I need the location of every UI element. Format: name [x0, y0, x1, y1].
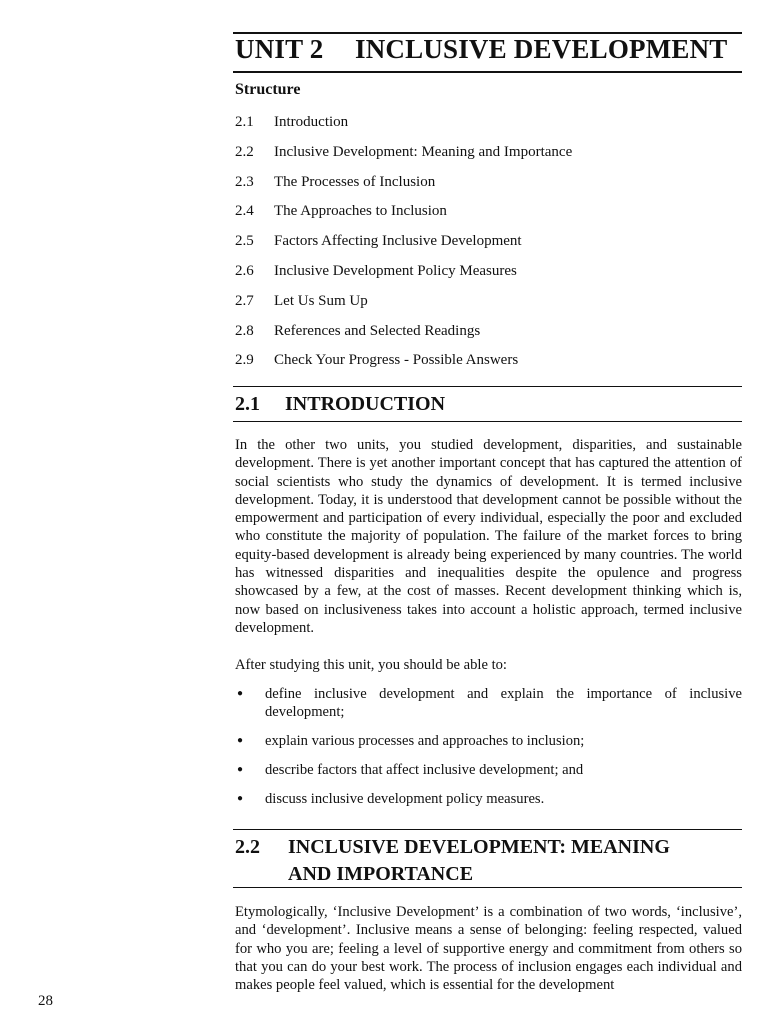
- introduction-paragraph: In the other two units, you studied development, disparities, and sustainable development. There is yet another important concept that has captured the attention of social scientists who study the dynamics of development. It is termed inclusive development. Today, it is understood that development cannot be possible without the empowerment and participation of every individual, especially the poor and excluded who constitute the majority of population. The failure of the market forces to bring equity-based development is already being experienced by many countries. The world has witnessed disparities and inequalities despite the opulence and progress showcased by a few, at the cost of masses. Recent development thinking which is, now based on inclusiveness takes into account a holistic approach, termed inclusive development.: [235, 437, 742, 636]
- structure-item-label: Introduction: [274, 114, 349, 130]
- bullet-icon: ●: [237, 793, 244, 804]
- section-2-heading: [235, 834, 708, 888]
- structure-item-number: 2.5: [235, 233, 254, 250]
- bullet-icon: ●: [237, 764, 244, 775]
- unit-number: UNIT 2: [235, 34, 324, 64]
- unit-bottom-rule: [233, 71, 742, 73]
- objectives-intro: After studying this unit, you should be able to:: [235, 657, 507, 673]
- structure-item: [235, 231, 572, 261]
- section-1-number: 2.1: [235, 393, 260, 415]
- section-1-bottom-rule: [233, 421, 742, 422]
- structure-item-number: 2.7: [235, 292, 254, 309]
- structure-item-number: 2.6: [235, 262, 254, 279]
- structure-item-label: References and Selected Readings: [274, 322, 481, 339]
- structure-item-number: 2.1: [235, 114, 254, 130]
- objective-item: [235, 790, 742, 808]
- meaning-paragraph: Etymologically, ‘Inclusive Development’ is a combination of two words, ‘inclusive’, and ‘development’. Inclusive means a sense of belonging: feeling respected, valued for who you are; feeling a level of supportive energy and commitment from others so that you can do your best work. The process of inclusion engages each individual and makes people feel valued, which is essential for the development: [235, 904, 742, 994]
- structure-item-label: Inclusive Development: Meaning and Importance: [274, 143, 573, 160]
- structure-item-number: 2.8: [235, 322, 254, 339]
- structure-list: [235, 112, 572, 380]
- structure-item-number: 2.2: [235, 143, 254, 160]
- objective-text: describe factors that affect inclusive development; and: [265, 762, 584, 778]
- structure-item: [235, 172, 572, 202]
- structure-item: [235, 291, 572, 321]
- objective-text: discuss inclusive development policy measures.: [265, 791, 545, 807]
- structure-item-label: Check Your Progress - Possible Answers: [274, 352, 519, 369]
- objective-text: define inclusive development and explain the importance of inclusive development;: [265, 686, 742, 720]
- structure-item: [235, 350, 572, 380]
- structure-item-number: 2.3: [235, 173, 254, 190]
- structure-item: [235, 112, 572, 142]
- structure-item: [235, 261, 572, 291]
- section-1-title: INTRODUCTION: [285, 393, 446, 415]
- objective-item: [235, 732, 742, 750]
- structure-item: [235, 201, 572, 231]
- objective-item: [235, 685, 742, 721]
- section-2-title: INCLUSIVE DEVELOPMENT: MEANING AND IMPORTANCE: [288, 836, 670, 885]
- structure-item-number: 2.9: [235, 352, 254, 369]
- structure-item-label: The Processes of Inclusion: [274, 173, 436, 190]
- section-2-top-rule: [233, 829, 742, 830]
- objectives-list: [235, 685, 742, 819]
- section-2-number: 2.2: [235, 836, 260, 858]
- structure-heading: Structure: [235, 81, 301, 98]
- bullet-icon: ●: [237, 735, 244, 746]
- structure-item-label: Inclusive Development Policy Measures: [274, 262, 517, 279]
- structure-item: [235, 321, 572, 351]
- page-number: 28: [38, 993, 53, 1009]
- section-2-bottom-rule: [233, 887, 742, 888]
- bullet-icon: ●: [237, 688, 244, 699]
- section-1-top-rule: [233, 386, 742, 387]
- objective-text: explain various processes and approaches to inclusion;: [265, 733, 585, 749]
- section-1-heading: [235, 393, 445, 416]
- structure-item-label: Factors Affecting Inclusive Development: [274, 233, 522, 250]
- unit-heading: [235, 34, 728, 65]
- structure-item-label: The Approaches to Inclusion: [274, 203, 447, 220]
- structure-item-label: Let Us Sum Up: [274, 292, 368, 309]
- unit-title: INCLUSIVE DEVELOPMENT: [355, 34, 728, 64]
- objective-item: [235, 761, 742, 779]
- structure-item-number: 2.4: [235, 203, 254, 220]
- structure-item: [235, 142, 572, 172]
